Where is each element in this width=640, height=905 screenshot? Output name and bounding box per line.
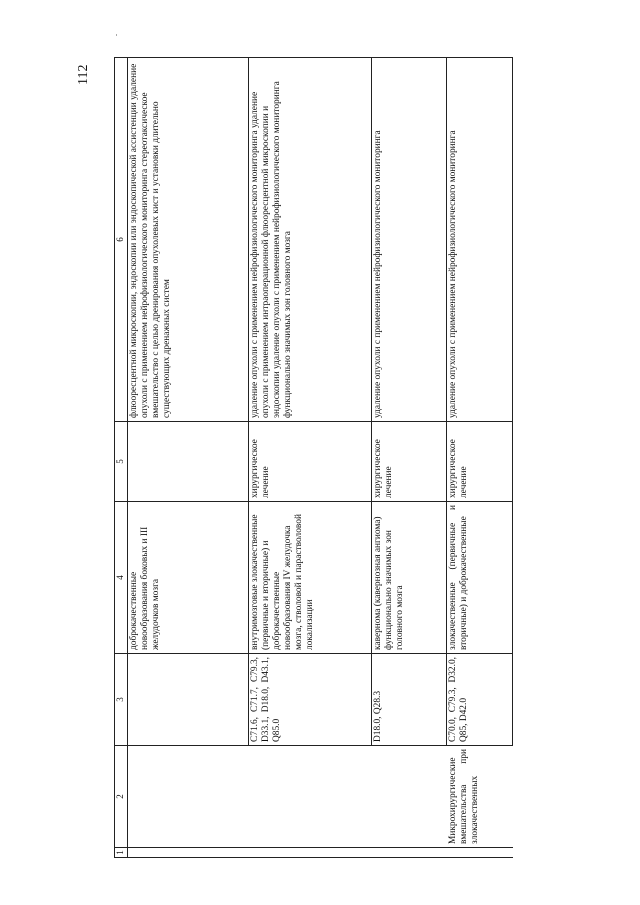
cell-col-3: D18.0, Q28.3	[372, 654, 447, 746]
cell-col-1	[128, 848, 249, 858]
header-col-3: 3	[115, 654, 128, 746]
cell-col-6: удаление опухоли с применением нейрофизиологического мониторинга	[447, 58, 513, 422]
margin-mark	[116, 34, 117, 36]
table-row	[447, 58, 513, 858]
cell-col-1	[447, 848, 513, 858]
table-header-row	[115, 58, 128, 858]
cell-col-6: флюоресцентной микроскопии, эндоскопии или эндоскопической ассистенции удаление опухоли с применением нейрофизиологического мониторинга стереотаксическое вмешательство с целью дренирования опухолевых кист и установки длительно существующих дренажных систем	[128, 58, 249, 422]
cell-col-4: внутримозговые злокачественные (первичные и вторичные) и доброкачественные новообразования IV желудочка мозга, стволовой и парастволовой локализации	[249, 502, 372, 654]
header-col-6: 6	[115, 58, 128, 422]
header-col-4: 4	[115, 502, 128, 654]
rotated-table-container	[114, 58, 520, 858]
cell-col-1	[372, 848, 447, 858]
table-row	[128, 58, 249, 858]
cell-col-5	[128, 422, 249, 502]
header-col-1: 1	[115, 848, 128, 858]
cell-col-5: хирургическое лечение	[372, 422, 447, 502]
cell-col-2	[249, 746, 372, 848]
cell-col-1	[249, 848, 372, 858]
page-number: 112	[76, 64, 91, 86]
header-col-5: 5	[115, 422, 128, 502]
cell-col-6: удаление опухоли с применением нейрофизиологического мониторинга удаление опухоли с применением интраоперационной флюоресцентной микроскопии и эндоскопии удаление опухоли с применением нейрофизиологического мониторинга функционально значимых зон головного мозга	[249, 58, 372, 422]
cell-col-2	[128, 746, 249, 848]
header-col-2: 2	[115, 746, 128, 848]
cell-col-3	[128, 654, 249, 746]
cell-col-5: хирургическое лечение	[249, 422, 372, 502]
cell-col-5: хирургическое лечение	[447, 422, 513, 502]
cell-col-4: злокачественные (первичные и вторичные) и доброкачественные	[447, 502, 513, 654]
table-row	[249, 58, 372, 858]
cell-col-6: удаление опухоли с применением нейрофизиологического мониторинга	[372, 58, 447, 422]
cell-col-2: Микрохирургические вмешательства при злокачественных	[447, 746, 513, 848]
cell-col-4: кавернома (кавернозная ангиома) функционально значимых зон головного мозга	[372, 502, 447, 654]
table-row	[372, 58, 447, 858]
medical-care-table	[114, 57, 513, 858]
cell-col-2	[372, 746, 447, 848]
cell-col-3: C70.0, C79.3, D32.0, Q85, D42.0	[447, 654, 513, 746]
cell-col-4: доброкачественные новообразования боковых и III желудочков мозга	[128, 502, 249, 654]
cell-col-3: C71.6, C71.7, C79.3, D33.1, D18.0, D43.1, Q85.0	[249, 654, 372, 746]
